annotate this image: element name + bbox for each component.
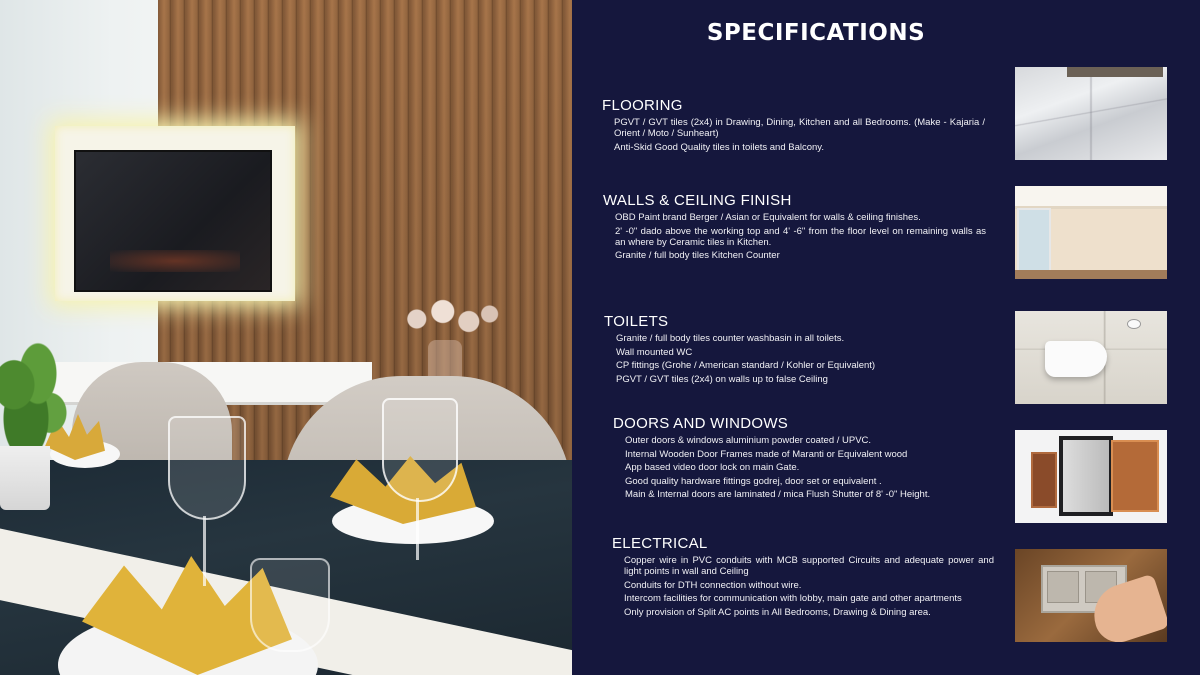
- spec-item: Granite / full body tiles counter washbasin in all toilets.: [616, 333, 845, 344]
- wine-glass: [168, 416, 246, 520]
- section-electrical: [612, 535, 994, 620]
- ceiling: [1015, 186, 1167, 209]
- door: [1031, 452, 1057, 508]
- spec-list: [604, 333, 987, 385]
- section-heading: TOILETS: [604, 313, 669, 330]
- specifications-panel: [572, 0, 1200, 675]
- walls-ceiling-thumbnail: [1015, 186, 1167, 279]
- spec-item: App based video door lock on main Gate.: [625, 462, 800, 473]
- section-heading: DOORS AND WINDOWS: [613, 415, 789, 432]
- spec-item: Conduits for DTH connection without wire.: [624, 579, 802, 591]
- section-flooring: [602, 97, 985, 155]
- section-heading: FLOORING: [602, 97, 683, 114]
- spec-item: Good quality hardware fittings godrej, door set or equivalent .: [625, 475, 882, 487]
- section-heading: WALLS & CEILING FINISH: [603, 192, 792, 209]
- section-heading: ELECTRICAL: [612, 535, 708, 552]
- tile-pattern: [1015, 67, 1167, 160]
- page-title: SPECIFICATIONS: [706, 20, 926, 46]
- toilet-roll: [1127, 319, 1141, 329]
- water-glass: [250, 558, 330, 652]
- switch: [1047, 571, 1079, 603]
- spec-item: OBD Paint brand Berger / Asian or Equivalent for walls & ceiling finishes.: [615, 212, 921, 223]
- doors-windows-thumbnail: [1015, 430, 1167, 523]
- tv-glow: [110, 250, 240, 272]
- section-walls-ceiling: [603, 192, 986, 264]
- wine-glass-stem: [203, 516, 206, 586]
- wine-glass: [382, 398, 458, 502]
- furniture-silhouette: [1067, 67, 1163, 77]
- section-doors-windows: [613, 415, 996, 503]
- wall-mounted-wc: [1045, 341, 1107, 377]
- floor: [1015, 270, 1167, 279]
- spec-item: Anti-Skid Good Quality tiles in toilets and Balcony.: [614, 141, 824, 153]
- section-toilets: [604, 313, 987, 387]
- spec-item: Copper wire in PVC conduits with MCB supported Circuits and adequate power and light points in wall and Ceiling: [624, 555, 994, 577]
- spec-item: PGVT / GVT tiles (2x4) in Drawing, Dining, Kitchen and all Bedrooms. (Make - Kajaria / Orient / Moto / Sunheart): [614, 117, 985, 139]
- spec-list: [602, 117, 985, 153]
- electrical-thumbnail: [1015, 549, 1167, 642]
- spec-item: Outer doors & windows aluminium powder coated / UPVC.: [625, 435, 872, 446]
- spec-item: PGVT / GVT tiles (2x4) on walls up to false Ceiling: [616, 373, 828, 385]
- flower-bouquet: [396, 294, 500, 344]
- spec-item: Wall mounted WC: [616, 346, 693, 358]
- spec-list: [603, 212, 986, 261]
- door: [1111, 440, 1159, 512]
- window: [1017, 208, 1051, 276]
- plant-pot: [0, 446, 50, 510]
- spec-list: [613, 435, 996, 500]
- spec-item: CP fittings (Grohe / American standard / Kohler or Equivalent): [616, 360, 876, 371]
- spec-item: Granite / full body tiles Kitchen Counter: [615, 250, 780, 261]
- spec-item: Internal Wooden Door Frames made of Maranti or Equivalent wood: [625, 448, 908, 460]
- door: [1059, 436, 1113, 516]
- wine-glass-stem: [416, 498, 419, 560]
- potted-plant: [0, 340, 70, 452]
- toilet-thumbnail: [1015, 311, 1167, 404]
- spec-item: Only provision of Split AC points in All Bedrooms, Drawing & Dining area.: [624, 606, 931, 618]
- spec-item: Intercom facilities for communication with lobby, main gate and other apartments: [624, 593, 962, 604]
- spec-item: 2' -0" dado above the working top and 4' -6" from the floor level on remaining walls as an where by Ceramic tiles in Kitchen.: [615, 225, 986, 248]
- flooring-thumbnail: [1015, 67, 1167, 160]
- spec-item: Main & Internal doors are laminated / mica Flush Shutter of 8' -0" Height.: [625, 489, 931, 500]
- dining-room-photo: [0, 0, 572, 675]
- spec-list: [612, 555, 994, 618]
